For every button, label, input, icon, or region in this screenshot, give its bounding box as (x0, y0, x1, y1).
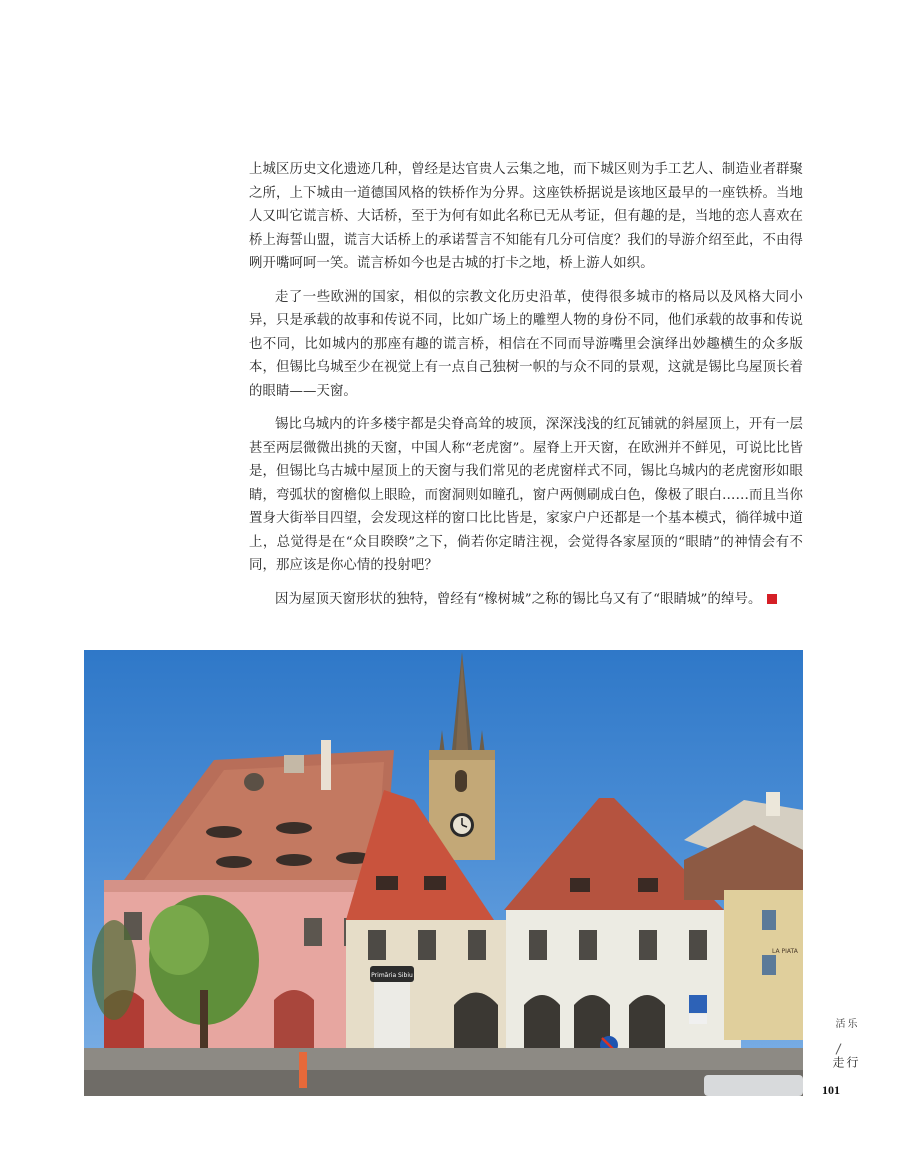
foreground-shadow (84, 1070, 803, 1096)
column-sign: Primăria Sibiu (371, 972, 413, 979)
paragraph-1: 上城区历史文化遗迹几种，曾经是达官贵人云集之地，而下城区则为手工艺人、制造业者群聚之所，上下城由一道德国风格的铁桥作为分界。这座铁桥据说是该地区最早的一座铁桥。当地人又叫它谎言桥、大话桥，至于为何有如此名称已无从考证，但有趣的是，当地的恋人喜欢在桥上海誓山盟，谎言大话桥上的承诺誓言不知能有几分可信度？我们的导游介绍至此，不由得咧开嘴呵呵一笑。谎言桥如今也是古城的打卡之地，桥上游人如织。 (249, 162, 803, 271)
subsection-label: 行走 (831, 1056, 859, 1068)
article-body (249, 158, 803, 621)
sibiu-square-photo (84, 650, 803, 1096)
page-number: 101 (822, 1083, 840, 1097)
end-mark-icon (767, 594, 777, 604)
orange-post (299, 1052, 307, 1088)
paragraph-4 (249, 588, 803, 612)
paragraph-4-text: 因为屋顶天窗形状的独特，曾经有“橡树城”之称的锡比乌又有了“眼睛城”的绰号。 (275, 591, 762, 607)
photo-illustration (84, 650, 803, 1096)
paragraph-3: 锡比乌城内的许多楼宇都是尖脊高耸的坡顶，深深浅浅的红瓦铺就的斜屋顶上，开有一层甚至两层微微出挑的天窗，中国人称“老虎窗”。屋脊上开天窗，在欧洲并不鲜见，可说比比皆是，但锡比乌古城中屋顶上的天窗与我们常见的老虎窗样式不同，锡比乌城内的老虎窗形如眼睛，弯弧状的窗檐似上眼睑，而窗洞则如瞳孔，窗户两侧刷成白色，像极了眼白……而且当你置身大街举目四望，会发现这样的窗口比比皆是，家家户户还都是一个基本模式，徜徉城中道上，总觉得是在“众目睽睽”之下，倘若你定睛注视，会觉得各家屋顶的“眼睛”的神情会有不同，那应该是你心情的投射吧？ (249, 417, 803, 573)
section-label: 乐活 (833, 1018, 856, 1028)
section-separator (836, 1043, 842, 1054)
shop-sign: LA PIATA (772, 948, 798, 955)
church-tower (429, 652, 495, 860)
parked-car (704, 1075, 803, 1096)
paragraph-2: 走了一些欧洲的国家，相似的宗教文化历史沿革，使得很多城市的格局以及风格大同小异，只是承载的故事和传说不同，比如广场上的雕塑人物的身份不同，他们承载的故事和传说也不同，比如城内的那座有趣的谎言桥，相信在不同而导游嘴里会演绎出妙趣横生的众多版本，但锡比乌城至少在视觉上有一点自己独树一帜的与众不同的景观，这就是锡比乌屋顶长着的眼睛——天窗。 (249, 289, 803, 399)
